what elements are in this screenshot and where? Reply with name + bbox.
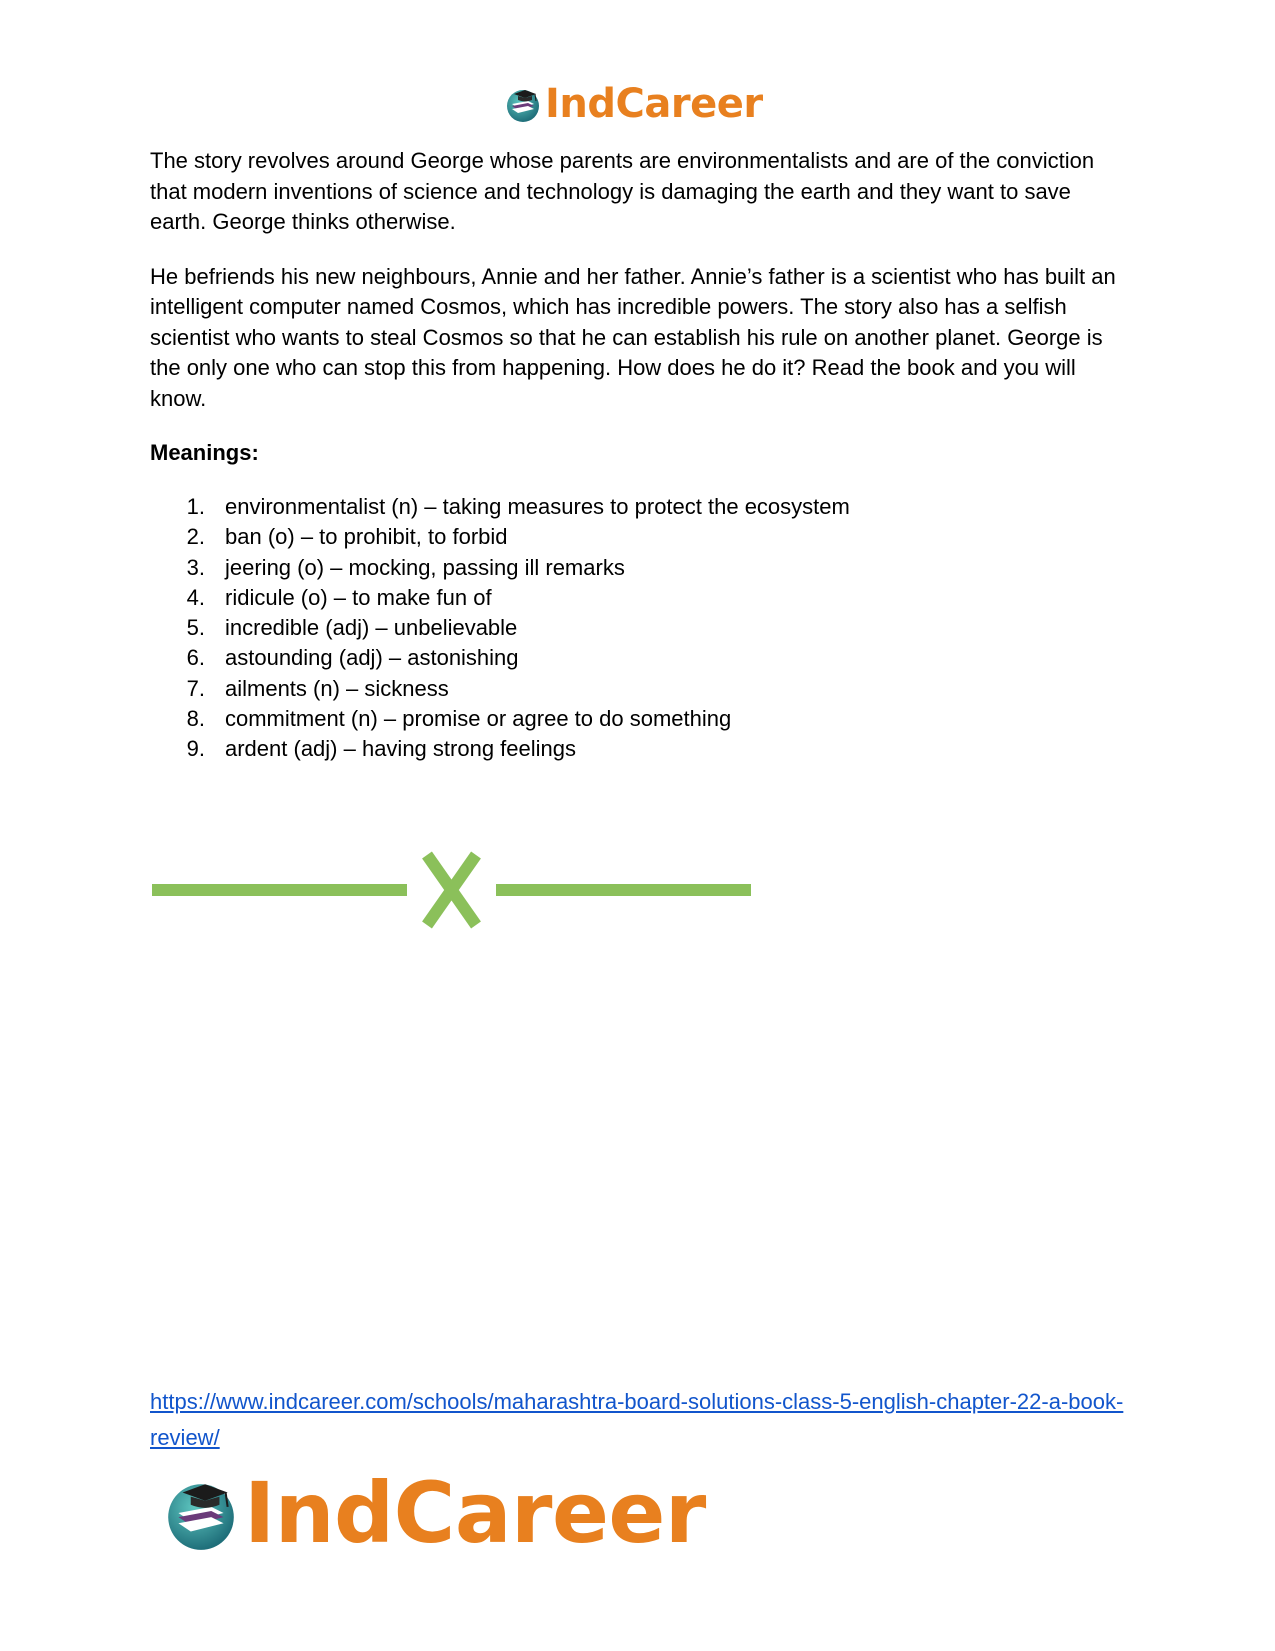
paragraph: He befriends his new neighbours, Annie and her father. Annie’s father is a scientist who has built an intelligent computer named Cosmos, which has incredible powers. The story also has a selfish scientist who wants to steal Cosmos so that he can establish his rule on another planet. George is the only one who can stop this from happening. How does he do it? Read the book and you will know. (150, 263, 1116, 411)
list-item-number: 7 . (150, 674, 225, 704)
list-item-number: 6 . (150, 643, 225, 673)
list-item-text: ridicule (o) – to make fun of (225, 584, 492, 610)
list-item-text: incredible (adj) – unbelievable (225, 615, 518, 641)
cross-divider-icon (150, 850, 760, 930)
list-item-number: 3 . (150, 553, 225, 583)
list-item-text: ailments (n) – sickness (225, 675, 449, 701)
list-item-text: commitment (n) – promise or agree to do something (225, 706, 732, 732)
list-item (150, 734, 1130, 764)
list-item (150, 674, 1130, 704)
list-item (150, 613, 1130, 643)
meanings-list (150, 492, 1130, 765)
list-item-text: jeering (o) – mocking, passing ill remarks (225, 554, 625, 580)
list-item-text: ardent (adj) – having strong feelings (225, 736, 576, 762)
list-item (150, 553, 1130, 583)
header-logo (503, 80, 763, 128)
list-item (150, 704, 1130, 734)
graduation-globe-icon (160, 1472, 242, 1554)
logo-wordmark: IndCareer (545, 81, 763, 127)
main-content (150, 146, 1130, 765)
graduation-globe-icon (503, 84, 543, 124)
paragraph: The story revolves around George whose parents are environmentalists and are of the conviction that modern inventions of science and technology is damaging the earth and they want to save earth. George thinks otherwise. (150, 148, 1095, 234)
list-item-text: ban (o) – to prohibit, to forbid (225, 524, 508, 550)
list-item-number: 1 . (150, 492, 225, 522)
list-item-text: environmentalist (n) – taking measures to protect the ecosystem (225, 494, 850, 519)
list-item (150, 522, 1130, 552)
logo-wordmark: IndCareer (244, 1464, 706, 1562)
list-item-number: 2 . (150, 522, 225, 552)
list-item-number: 9 . (150, 734, 225, 764)
list-item-number: 4 . (150, 583, 225, 613)
list-item-text: astounding (adj) – astonishing (225, 645, 519, 671)
footer-logo (160, 1464, 706, 1562)
list-item (150, 583, 1130, 613)
source-url-link[interactable]: https://www.indcareer.com/schools/maharashtra-board-solutions-class-5-english-chapter-22-a-book-review/ (150, 1389, 1124, 1450)
list-item-number: 8 . (150, 704, 225, 734)
list-item-number: 5 . (150, 613, 225, 643)
meanings-heading: Meanings: (150, 440, 259, 465)
list-item (150, 492, 1130, 522)
list-item (150, 643, 1130, 673)
